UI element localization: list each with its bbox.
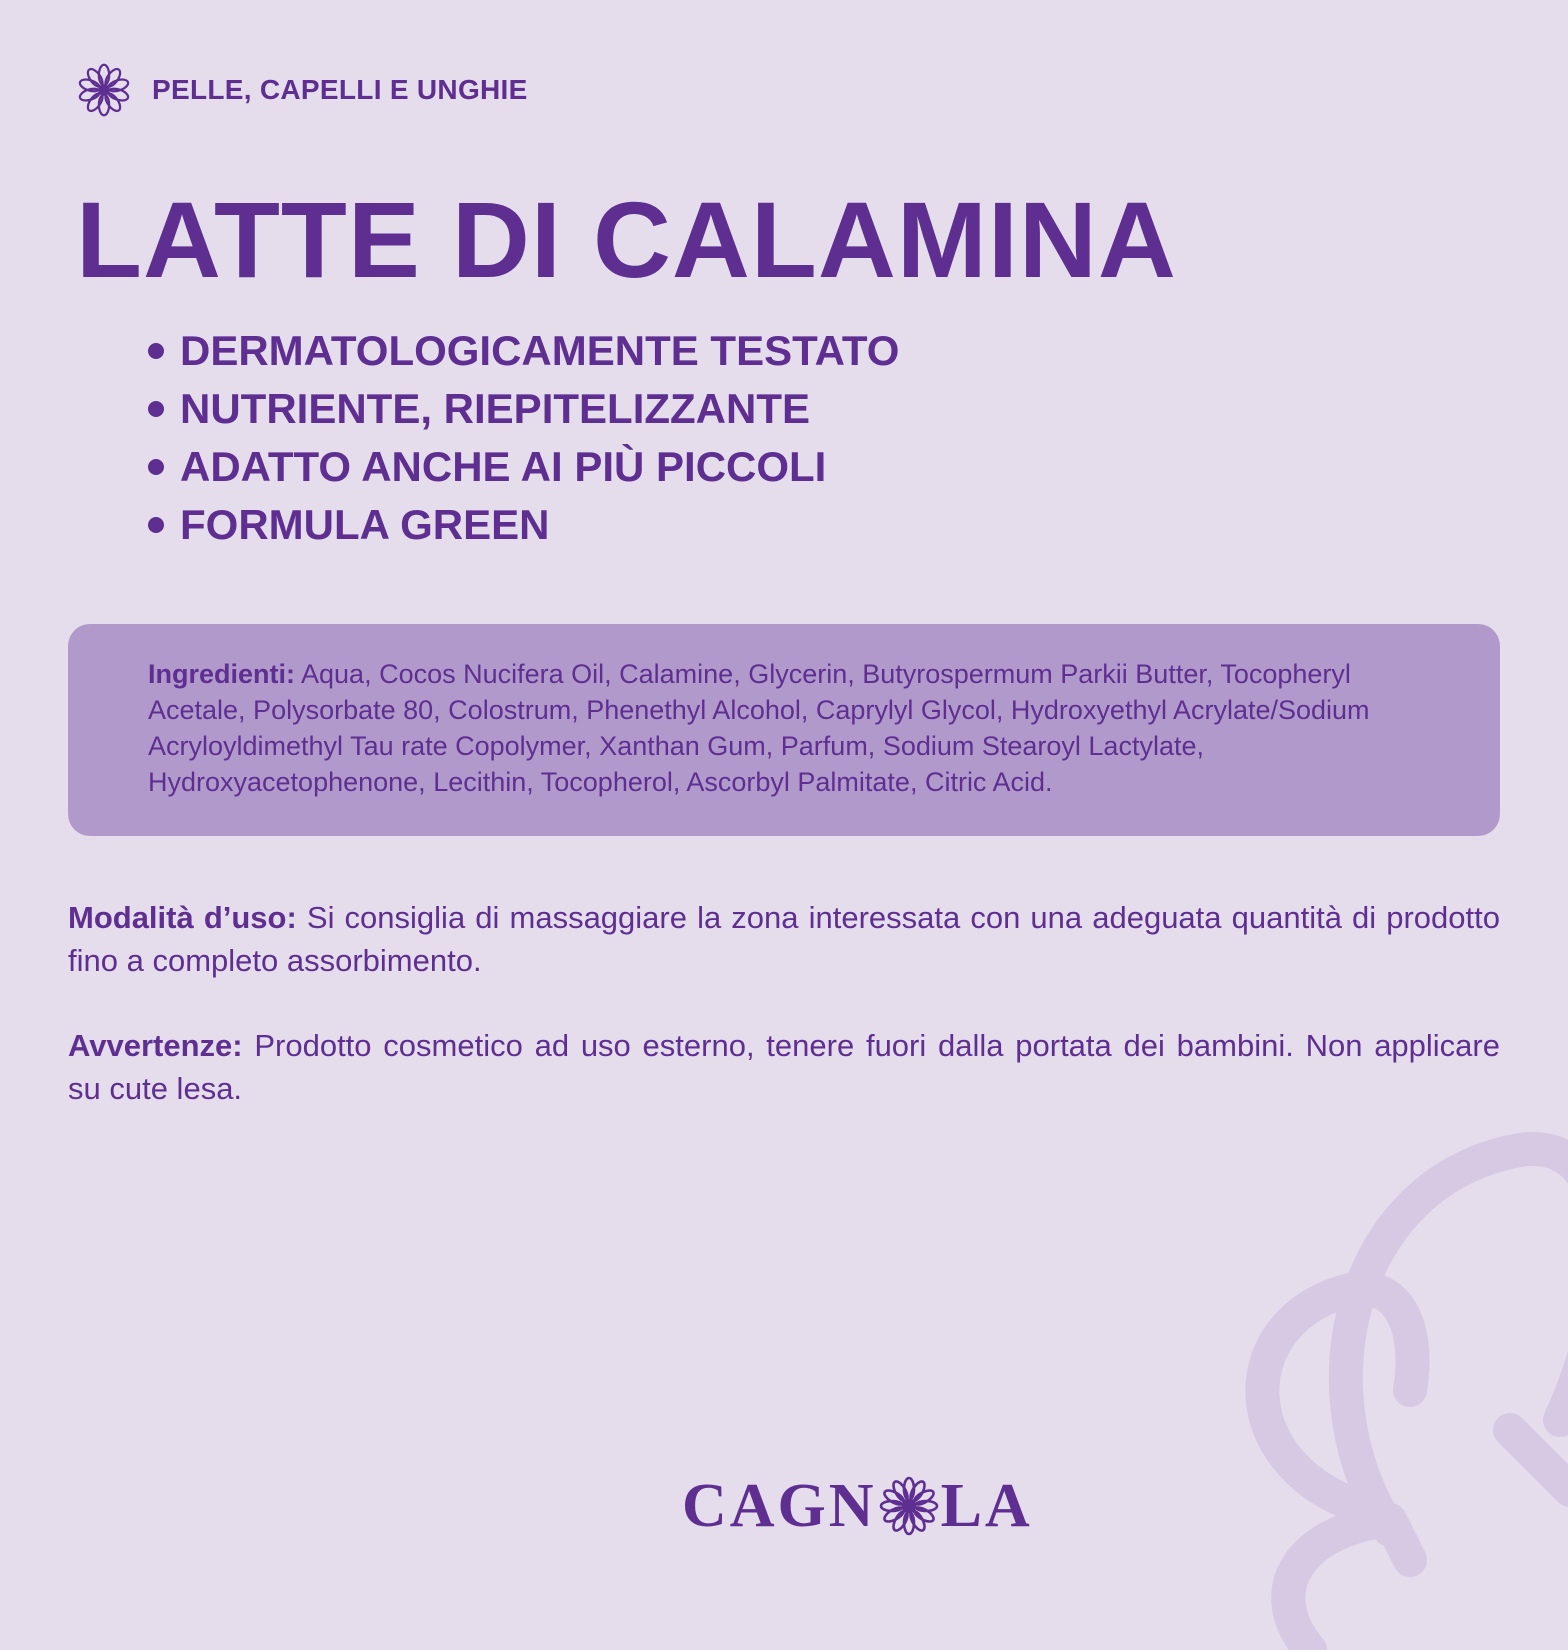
brand-logo-part1: CAGN: [682, 1471, 877, 1540]
feature-item: [148, 380, 899, 438]
feature-item: [148, 322, 899, 380]
warnings-label: Avvertenze:: [68, 1028, 243, 1063]
feature-item: [148, 438, 899, 496]
brand-logo: [682, 1471, 1033, 1540]
feature-list: [148, 322, 899, 554]
category-header: [76, 60, 528, 120]
usage-label: Modalità d’uso:: [68, 900, 297, 935]
feature-label: ADATTO ANCHE AI PIÙ PICCOLI: [180, 443, 827, 490]
ingredients-text: [148, 656, 1420, 800]
flower-icon: [76, 62, 132, 118]
usage-text: Si consiglia di massaggiare la zona interessata con una adeguata quantità di prodotto fino a completo assorbimento.: [68, 900, 1501, 978]
feature-label: FORMULA GREEN: [180, 501, 550, 548]
decorative-flower-outline: [1150, 1090, 1568, 1650]
warnings-text: Prodotto cosmetico ad uso esterno, tenere fuori dalla portata dei bambini. Non applicare su cute lesa.: [68, 1028, 1500, 1106]
bullet-icon: [148, 343, 164, 359]
bullet-icon: [148, 517, 164, 533]
category-label: PELLE, CAPELLI E UNGHIE: [152, 74, 528, 105]
feature-label: NUTRIENTE, RIEPITELIZZANTE: [180, 385, 810, 432]
brand-logo-part2: LA: [940, 1471, 1033, 1540]
flower-icon: [879, 1476, 939, 1536]
ingredients-panel: [68, 624, 1500, 836]
bullet-icon: [148, 401, 164, 417]
ingredients-list: Aqua, Cocos Nucifera Oil, Calamine, Glycerin, Butyrospermum Parkii Butter, Tocopheryl Acetale, Polysorbate 80, Colostrum, Phenethyl Alcohol, Caprylyl Glycol, Hydroxyethyl Acrylate/Sodium Acryloyldimethyl Tau rate Copolymer, Xanthan Gum, Parfum, Sodium Stearoyl Lactylate, Hydroxyacetophenone, Lecithin, Tocopherol, Ascorbyl Palmitate, Citric Acid.: [148, 659, 1370, 797]
warnings: [68, 1024, 1500, 1110]
feature-item: [148, 496, 899, 554]
product-title: LATTE DI CALAMINA: [76, 179, 1177, 300]
usage-instructions: [68, 896, 1500, 982]
ingredients-label: Ingredienti:: [148, 659, 295, 689]
feature-label: DERMATOLOGICAMENTE TESTATO: [180, 327, 900, 374]
bullet-icon: [148, 459, 164, 475]
